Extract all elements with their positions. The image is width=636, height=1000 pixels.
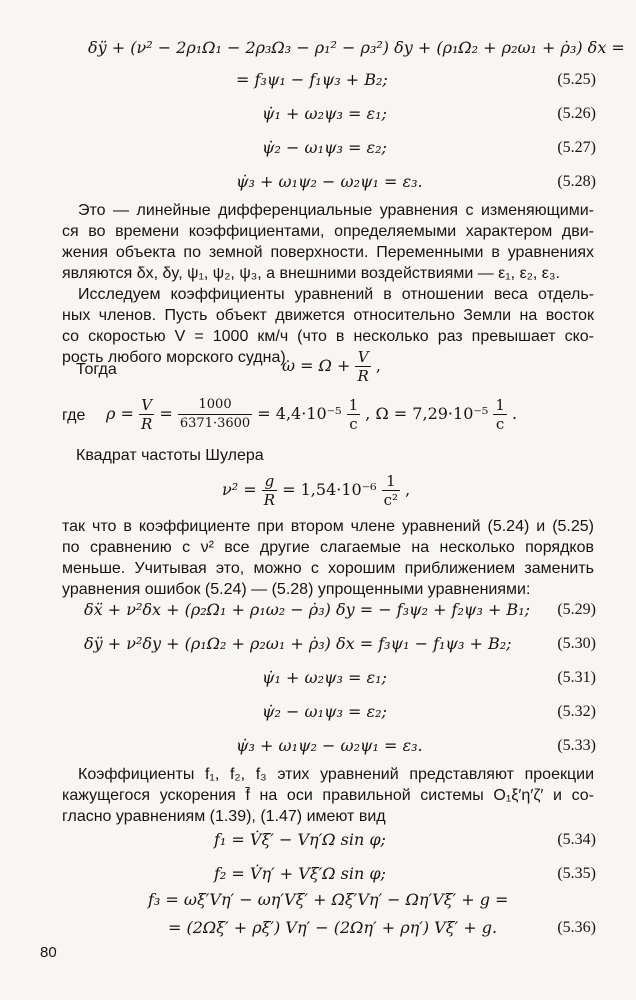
equation-5-28: ψ̇₃ + ω₁ψ₂ − ω₂ψ₁ = ε₃. (236, 172, 423, 191)
paragraph-approximation: так что в коэффициенте при втором члене уравнений (5.24) и (5.25) по сравнению с ν² все другие слагаемые на несколько порядков меньше. Учитывая это, можно с хорошим приближением заменить уравнения ошибок (5.24) — (5.28) упрощенными уравнениями: (62, 518, 594, 598)
equation-5-29: δẍ + ν²δx + (ρ₂Ω₁ + ρ₁ω₂ − ρ̇₃) δy = − f₃ψ₂ + f₂ψ₃ + B₁; (84, 600, 530, 619)
equation-number-5-35: (5.35) (557, 865, 596, 882)
paragraph-coefficients: Исследуем коэффициенты уравнений в отношении веса отдель- ных членов. Пусть объект движется относительно Земли на восток со скоростью V = 1000 км/ч (что в несколько раз превышает ско- рость любого морского судна). (62, 286, 594, 366)
equation-number-5-33: (5.33) (557, 737, 596, 754)
equation-number-5-26: (5.26) (557, 105, 596, 122)
equation-number-5-25: (5.25) (557, 71, 596, 88)
equation-number-5-36: (5.36) (557, 919, 596, 936)
label-schuler-frequency: Квадрат частоты Шулера (76, 447, 264, 464)
equation-number-5-30: (5.30) (557, 635, 596, 652)
page-number: 80 (40, 944, 57, 961)
equation-omega: ω = Ω + $\frac{V}{R}$ , (282, 348, 381, 385)
equation-number-5-28: (5.28) (557, 173, 596, 190)
equation-5-25-line2: = f₃ψ₁ − f₁ψ₃ + B₂; (236, 70, 388, 89)
label-gde: где (62, 407, 86, 424)
equation-5-25-line1: δÿ + (ν² − 2ρ₁Ω₁ − 2ρ₃Ω₃ − ρ₁² − ρ₃²) δy + (ρ₁Ω₂ + ρ₂ω₁ + ρ̇₃) δx = (88, 38, 625, 57)
equation-5-34: f₁ = V̇ξ′ − Vη′Ω sin φ; (214, 830, 386, 849)
paragraph-linear-equations: Это — линейные дифференциальные уравнения с изменяющими- ся во времени коэффициентами, определяемыми характером дви- жения объекта по земной поверхности. Переменными в уравнениях являются δx, δy, ψ₁, ψ₂, ψ₃, а внешними воздействиями — ε₁, ε₂, ε₃. (62, 202, 594, 282)
label-togda: Тогда (76, 361, 117, 378)
equation-5-30: δÿ + ν²δy + (ρ₁Ω₂ + ρ₂ω₁ + ρ̇₃) δx = f₃ψ₁ − f₁ψ₃ + B₂; (84, 634, 512, 653)
equation-5-35: f₂ = V̇η′ + Vξ′Ω sin φ; (214, 864, 386, 883)
equation-5-26: ψ̇₁ + ω₂ψ₃ = ε₁; (262, 104, 387, 123)
equation-5-36-line2: = (2Ωξ′ + ρξ′) Vη′ − (2Ωη′ + ρη′) Vξ′ + g. (168, 918, 498, 937)
equation-nu-squared: ν² = $\frac{g}{R}$ = 1,54·10⁻⁶ $\frac{1}{\text{с²}}$ , (222, 472, 411, 509)
equation-number-5-32: (5.32) (557, 703, 596, 720)
equation-number-5-31: (5.31) (557, 669, 596, 686)
equation-number-5-29: (5.29) (557, 601, 596, 618)
equation-number-5-34: (5.34) (557, 831, 596, 848)
equation-5-32: ψ̇₂ − ω₁ψ₃ = ε₂; (262, 702, 387, 721)
equation-rho-omega: ρ = $\frac{V}{R}$ = $\frac{1000}{6371\cdot 3600}$ = 4,4·10⁻⁵ $\frac{1}{с}$ , Ω = 7,29·10⁻⁵ $\frac{1}{с}$ . (106, 396, 518, 433)
equation-number-5-27: (5.27) (557, 139, 596, 156)
equation-5-36-line1: f₃ = ωξ′Vη′ − ωη′Vξ′ + Ωξ′Vη′ − Ωη′Vξ′ + g = (148, 890, 509, 909)
equation-5-31: ψ̇₁ + ω₂ψ₃ = ε₁; (262, 668, 387, 687)
paragraph-acceleration-projections: Коэффициенты f₁, f₂, f₃ этих уравнений представляют проекции кажущегося ускорения f̄ на оси правильной системы O₁ξ′η′ζ′ и со- гласно уравнениям (1.39), (1.47) имеют вид (62, 766, 594, 825)
equation-5-27: ψ̇₂ − ω₁ψ₃ = ε₂; (262, 138, 387, 157)
equation-5-33: ψ̇₃ + ω₁ψ₂ − ω₂ψ₁ = ε₃. (236, 736, 423, 755)
